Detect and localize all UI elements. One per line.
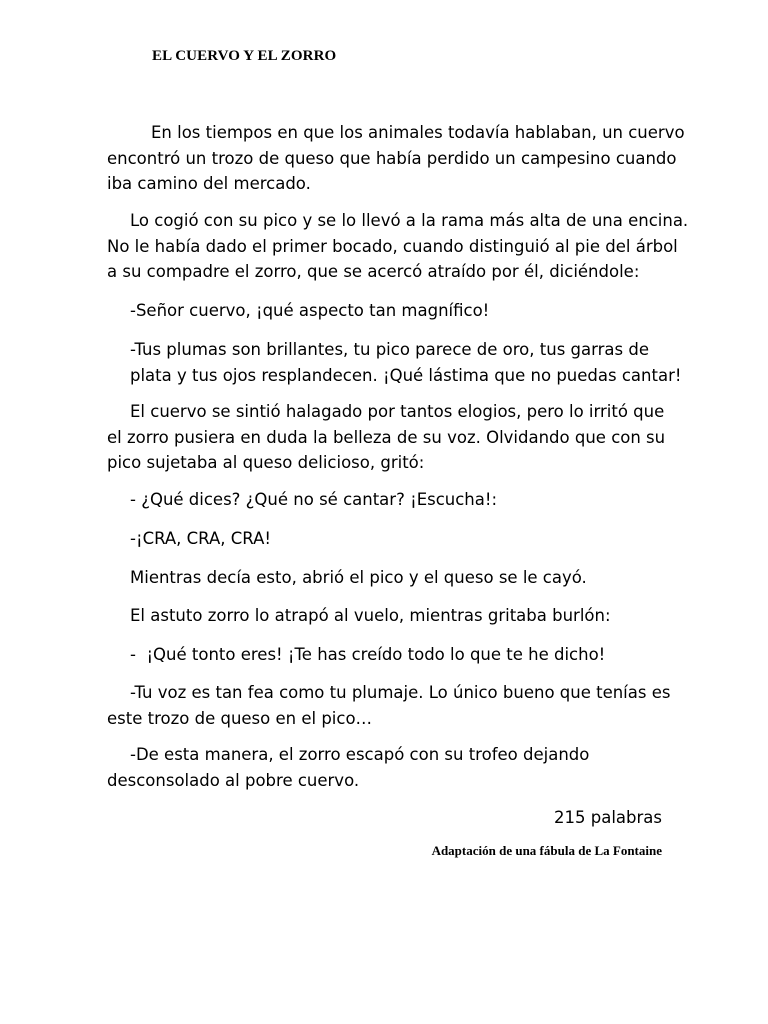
paragraph-5 (107, 399, 665, 476)
paragraph-line: Lo cogió con su pico y se lo llevó a la rama más alta de una encina. (130, 211, 689, 230)
paragraph-line: - ¿Qué dices? ¿Qué no sé cantar? ¡Escucha!: (130, 490, 498, 509)
paragraph-line: El astuto zorro lo atrapó al vuelo, mientras gritaba burlón: (130, 606, 611, 625)
paragraph-8 (130, 565, 587, 591)
paragraph-line: desconsolado al pobre cuervo. (107, 770, 360, 790)
paragraph-6 (130, 487, 497, 513)
paragraph-line: -¡CRA, CRA, CRA! (130, 529, 271, 548)
word-count: 215 palabras (554, 808, 662, 827)
paragraph-12 (107, 742, 589, 793)
paragraph-3 (130, 298, 489, 324)
paragraph-line: encontró un trozo de queso que había perdido un campesino cuando (107, 148, 677, 168)
paragraph-1 (107, 120, 685, 197)
paragraph-line: En los tiempos en que los animales todavía hablaban, un cuervo (151, 123, 685, 142)
document-title: EL CUERVO Y EL ZORRO (152, 48, 337, 64)
paragraph-line: plata y tus ojos resplandecen. ¡Qué lástima que no puedas cantar! (130, 365, 682, 385)
paragraph-line: a su compadre el zorro, que se acercó atraído por él, diciéndole: (107, 262, 640, 281)
paragraph-11 (107, 680, 670, 731)
paragraph-line: -Señor cuervo, ¡qué aspecto tan magnífico! (130, 301, 490, 320)
paragraph-line: El cuervo se sintió halagado por tantos elogios, pero lo irritó que (130, 402, 665, 421)
paragraph-line: -Tus plumas son brillantes, tu pico parece de oro, tus garras de (130, 340, 649, 359)
paragraph-line: iba camino del mercado. (107, 174, 311, 193)
paragraph-9 (130, 603, 611, 629)
paragraph-line: No le había dado el primer bocado, cuando distinguió al pie del árbol (107, 236, 678, 256)
paragraph-line: el zorro pusiera en duda la belleza de su voz. Olvidando que con su (107, 427, 666, 447)
paragraph-line: Mientras decía esto, abrió el pico y el queso se le cayó. (130, 568, 587, 587)
paragraph-line: -Tu voz es tan fea como tu plumaje. Lo único bueno que tenías es (130, 683, 671, 702)
paragraph-line: -De esta manera, el zorro escapó con su trofeo dejando (130, 745, 590, 764)
paragraph-10 (130, 642, 605, 668)
paragraph-7 (130, 526, 271, 552)
paragraph-line: - ¡Qué tonto eres! ¡Te has creído todo lo que te he dicho! (130, 645, 606, 664)
source-credit: Adaptación de una fábula de La Fontaine (431, 843, 662, 858)
paragraph-2 (107, 208, 688, 285)
paragraph-line: pico sujetaba al queso delicioso, gritó: (107, 453, 425, 472)
paragraph-4 (130, 337, 681, 388)
paragraph-line: este trozo de queso en el pico… (107, 708, 373, 728)
